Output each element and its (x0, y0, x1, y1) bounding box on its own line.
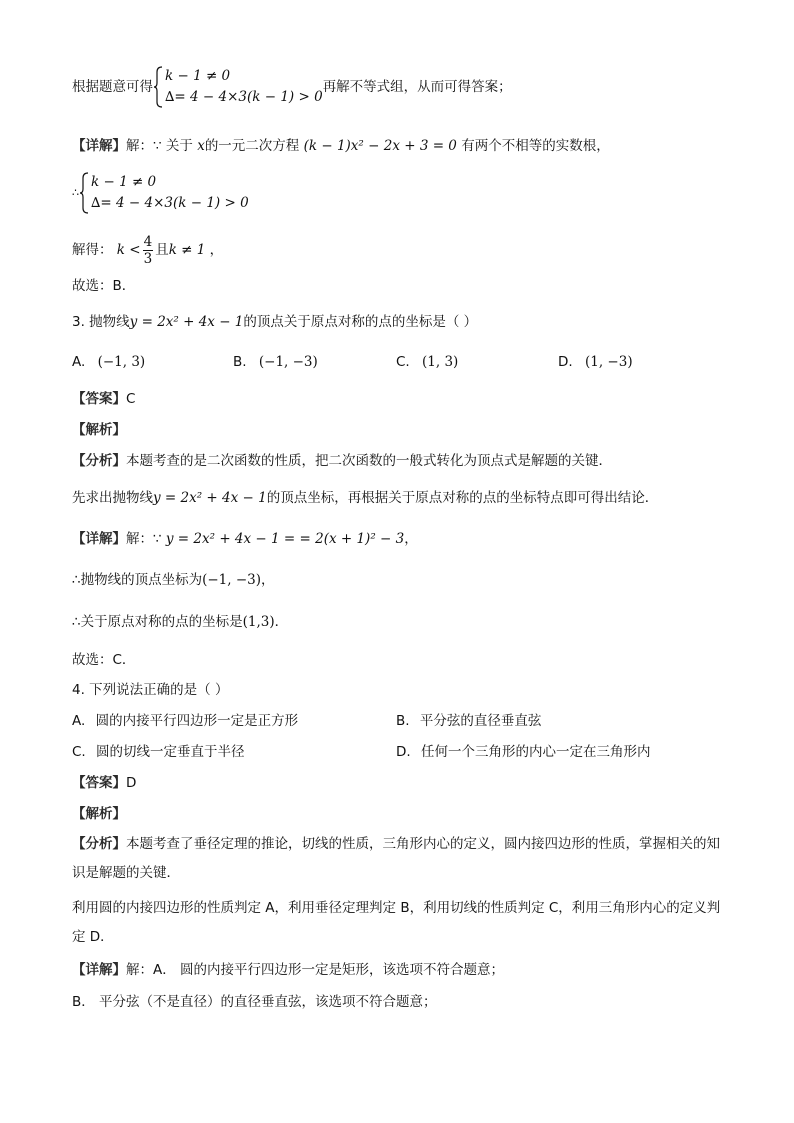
quadratic-equation: (k − 1)x² − 2x + 3 = 0 (303, 138, 457, 154)
q4-option-label: D. (396, 744, 411, 760)
left-brace-icon (79, 172, 89, 214)
detail-prefix: 解： (126, 138, 153, 154)
q3-method-line (72, 488, 658, 508)
q4-option-text: 任何一个三角形的内心一定在三角形内 (420, 744, 651, 760)
inequality-system-2 (79, 172, 249, 214)
therefore-symbol: ∴ (72, 186, 79, 199)
q3-option-value: (−1, 3) (97, 354, 146, 370)
q3-choose-line: 故选：C． (72, 652, 136, 668)
detail-text-1: 关于 (165, 138, 193, 154)
q4-option-label: A. (72, 713, 86, 729)
q4-stem: 4. 下列说法正确的是（ ） (72, 682, 229, 698)
q3-vertex-value: (−1, −3) (202, 572, 262, 588)
q4-answer: D (126, 775, 137, 791)
q3-stem-a: 3. 抛物线 (72, 314, 130, 330)
fraction-numerator: 4 (143, 233, 153, 250)
q3-option-b (233, 352, 318, 372)
q3-stem-b: 的顶点关于原点对称的点的坐标是（ ） (243, 314, 478, 330)
q3-symmetric-line (72, 612, 288, 632)
q3-detail-eq: y = 2x² + 4x − 1 = = 2(x + 1)² − 3 (165, 531, 405, 547)
hint-line (72, 66, 512, 108)
k-not-equal: k ≠ 1 (168, 242, 206, 258)
q3-analysis-label: 【解析】 (72, 422, 126, 438)
q3-option-label: D. (558, 354, 573, 370)
q3-vertex-tail: ， (261, 572, 275, 588)
solution-line (72, 232, 223, 268)
q4-analysis-label: 【解析】 (72, 806, 126, 822)
fraction (143, 234, 154, 267)
because-symbol: ∵ (153, 138, 162, 154)
q4-fenxi-text: 本题考查了垂径定理的推论，切线的性质，三角形内心的定义，圆内接四边形的性质，掌握相关的知识是解题的关键． (72, 836, 720, 881)
system-row-2: ∆= 4 − 4×3(k − 1) > 0 (91, 195, 249, 211)
q3-fenxi-text: 本题考查的是二次函数的性质，把二次函数的一般式转化为顶点式是解题的关键． (126, 453, 612, 469)
q4-answer-tag: 【答案】 (72, 775, 126, 791)
q3-option-label: C. (396, 354, 410, 370)
and-word: 且 (155, 242, 169, 258)
q4-analysis-tag (72, 804, 126, 824)
system-row-2: ∆= 4 − 4×3(k − 1) > 0 (165, 89, 323, 105)
q3-option-d (558, 352, 633, 372)
q3-stem (72, 312, 477, 332)
q4-option-label: C. (72, 744, 86, 760)
q3-detail-prefix: 解：∵ (126, 531, 162, 547)
q3-analysis-tag (72, 420, 126, 440)
q3-method-eq: y = 2x² + 4x − 1 (153, 490, 267, 506)
q3-answer: C (126, 391, 136, 407)
q4-option-text: 圆的切线一定垂直于半径 (96, 744, 245, 760)
q3-fenxi-tag: 【分析】 (72, 453, 126, 469)
q3-answer-tag: 【答案】 (72, 391, 126, 407)
q3-fenxi-line (72, 451, 612, 471)
k-less-than: k < (116, 242, 141, 258)
hint-tail: 再解不等式组，从而可得答案； (322, 79, 512, 95)
q4-method-paragraph (72, 894, 732, 952)
system-row-1: k − 1 ≠ 0 (165, 68, 231, 84)
q3-sym-a: ∴关于原点对称的点的坐标是 (72, 614, 243, 630)
q3-option-label: A. (72, 354, 86, 370)
q4-fenxi-tag: 【分析】 (72, 836, 126, 852)
q3-detail-line (72, 529, 418, 549)
choose-b-line: 故选：B． (72, 278, 136, 294)
q3-detail-tag: 【详解】 (72, 531, 126, 547)
q3-detail-tail: ， (404, 531, 418, 547)
detail-text-2: 的一元二次方程 (204, 138, 300, 154)
q3-option-value: (1, −3) (584, 354, 633, 370)
hint-lead: 根据题意可得 (72, 79, 153, 95)
q3-vertex-a: ∴抛物线的顶点坐标为 (72, 572, 203, 588)
therefore-system-line (72, 172, 249, 214)
q3-sym-value: (1,3) (242, 614, 275, 630)
q3-method-b: 的顶点坐标，再根据关于原点对称的点的坐标特点即可得出结论． (266, 490, 659, 506)
q3-option-c (396, 352, 458, 372)
solution-lead: 解得： (72, 242, 113, 258)
q3-option-value: (−1, −3) (258, 354, 318, 370)
q4-option-label: B. (396, 713, 410, 729)
solution-tail: ， (209, 242, 224, 258)
q4-option-text: 平分弦的直径垂直弦 (419, 713, 542, 729)
q3-answer-line (72, 389, 135, 409)
left-brace-icon (153, 66, 163, 108)
q3-parabola: y = 2x² + 4x − 1 (129, 314, 244, 330)
q4-method-text: 利用圆的内接四边形的性质判定 A，利用垂径定理判定 B，利用切线的性质判定 C，利用三角形内心的定义判定 D． (72, 900, 721, 945)
q4-detail-tag: 【详解】 (72, 962, 126, 978)
var-x: x (197, 138, 205, 154)
q4-detail-line (72, 960, 504, 980)
q4-option-b (396, 711, 541, 731)
q3-method-a: 先求出抛物线 (72, 490, 153, 506)
detail-text-3: 有两个不相等的实数根， (461, 138, 610, 154)
q4-option-c (72, 742, 245, 762)
q3-option-label: B. (233, 354, 247, 370)
system-row-1: k − 1 ≠ 0 (91, 174, 157, 190)
q3-vertex-line (72, 570, 275, 590)
detail-line-1 (72, 136, 610, 156)
q3-option-a (72, 352, 145, 372)
detail-tag: 【详解】 (72, 138, 126, 154)
q4-option-a (72, 711, 298, 731)
q3-option-value: (1, 3) (422, 354, 459, 370)
q4-fenxi-paragraph (72, 830, 732, 888)
q4-answer-line (72, 773, 136, 793)
q4-option-d (396, 742, 650, 762)
q4-detail-text: 解：A． 圆的内接平行四边形一定是矩形，该选项不符合题意； (126, 962, 505, 978)
q4-b-line: B． 平分弦（不是直径）的直径垂直弦，该选项不符合题意； (72, 994, 437, 1010)
inequality-system (153, 66, 323, 108)
q3-sym-tail: ． (274, 614, 289, 630)
fraction-denominator: 3 (143, 250, 153, 267)
q4-option-text: 圆的内接平行四边形一定是正方形 (95, 713, 299, 729)
